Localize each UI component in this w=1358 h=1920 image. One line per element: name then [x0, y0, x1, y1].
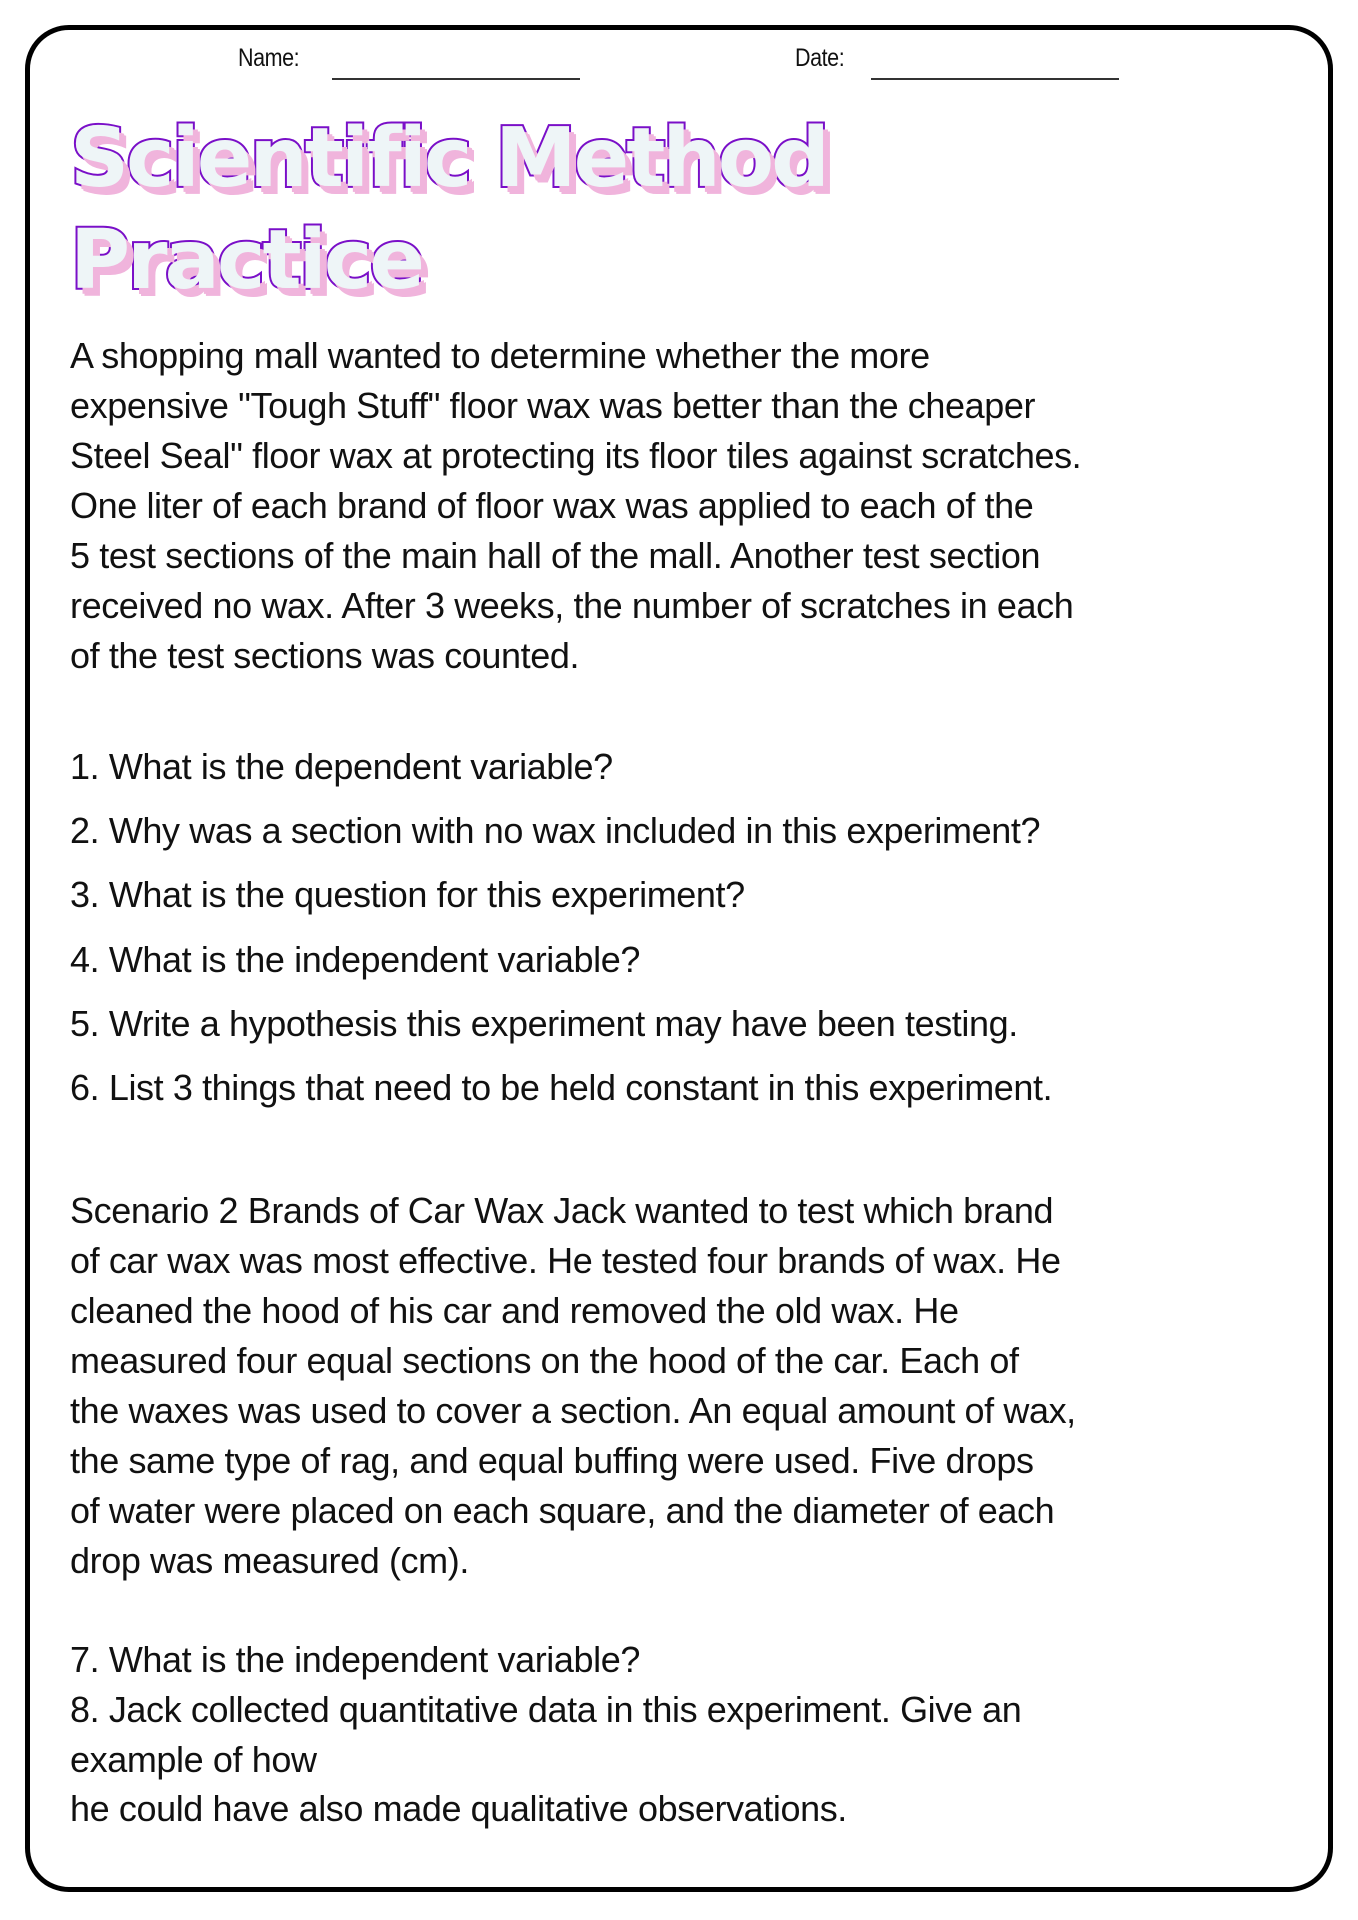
scenario1-line: One liter of each brand of floor wax was applied to each of the: [70, 485, 1034, 526]
question-1: 1. What is the dependent variable?: [70, 746, 613, 787]
name-label-text: Name:: [238, 44, 300, 72]
question-5: 5. Write a hypothesis this experiment may have been testing.: [70, 1003, 1018, 1044]
question-4: 4. What is the independent variable?: [70, 939, 640, 980]
page-title-line-2: Practice: [70, 213, 423, 308]
scenario2-line: the waxes was used to cover a section. An equal amount of wax,: [70, 1390, 1076, 1431]
name-field[interactable]: [332, 78, 580, 80]
scenario1-line: Steel Seal" floor wax at protecting its floor tiles against scratches.: [70, 435, 1082, 476]
question-7: 7. What is the independent variable?: [70, 1639, 640, 1680]
scenario2-line: measured four equal sections on the hood of the car. Each of: [70, 1340, 1019, 1381]
date-label: [795, 44, 852, 73]
scenario2-line: the same type of rag, and equal buffing were used. Five drops: [70, 1440, 1034, 1481]
scenario1-line: received no wax. After 3 weeks, the number of scratches in each: [70, 585, 1074, 626]
scenario1-line: A shopping mall wanted to determine whether the more: [70, 335, 930, 376]
question-8-continued: he could have also made qualitative observations.: [70, 1788, 847, 1829]
scenario2-line: Scenario 2 Brands of Car Wax Jack wanted to test which brand: [70, 1190, 1054, 1231]
scenario1-line: of the test sections was counted.: [70, 635, 580, 676]
page-title-line-1: Scientific Method: [70, 111, 827, 206]
question-8: 8. Jack collected quantitative data in this experiment. Give an: [70, 1689, 1022, 1730]
question-3: 3. What is the question for this experiment?: [70, 874, 745, 915]
scenario2-line: drop was measured (cm).: [70, 1540, 469, 1581]
date-field[interactable]: [871, 78, 1119, 80]
question-2: 2. Why was a section with no wax included in this experiment?: [70, 810, 1041, 851]
scenario1-line: 5 test sections of the main hall of the mall. Another test section: [70, 535, 1041, 576]
scenario2-line: cleaned the hood of his car and removed the old wax. He: [70, 1290, 959, 1331]
scenario2-line: of water were placed on each square, and the diameter of each: [70, 1490, 1055, 1531]
scenario1-line: expensive "Tough Stuff" floor wax was better than the cheaper: [70, 385, 1036, 426]
date-label-text: Date:: [795, 44, 845, 72]
name-label: [238, 44, 309, 73]
question-6: 6. List 3 things that need to be held constant in this experiment.: [70, 1067, 1053, 1108]
scenario2-line: of car wax was most effective. He tested four brands of wax. He: [70, 1240, 1061, 1281]
question-8-continued: example of how: [70, 1739, 317, 1780]
